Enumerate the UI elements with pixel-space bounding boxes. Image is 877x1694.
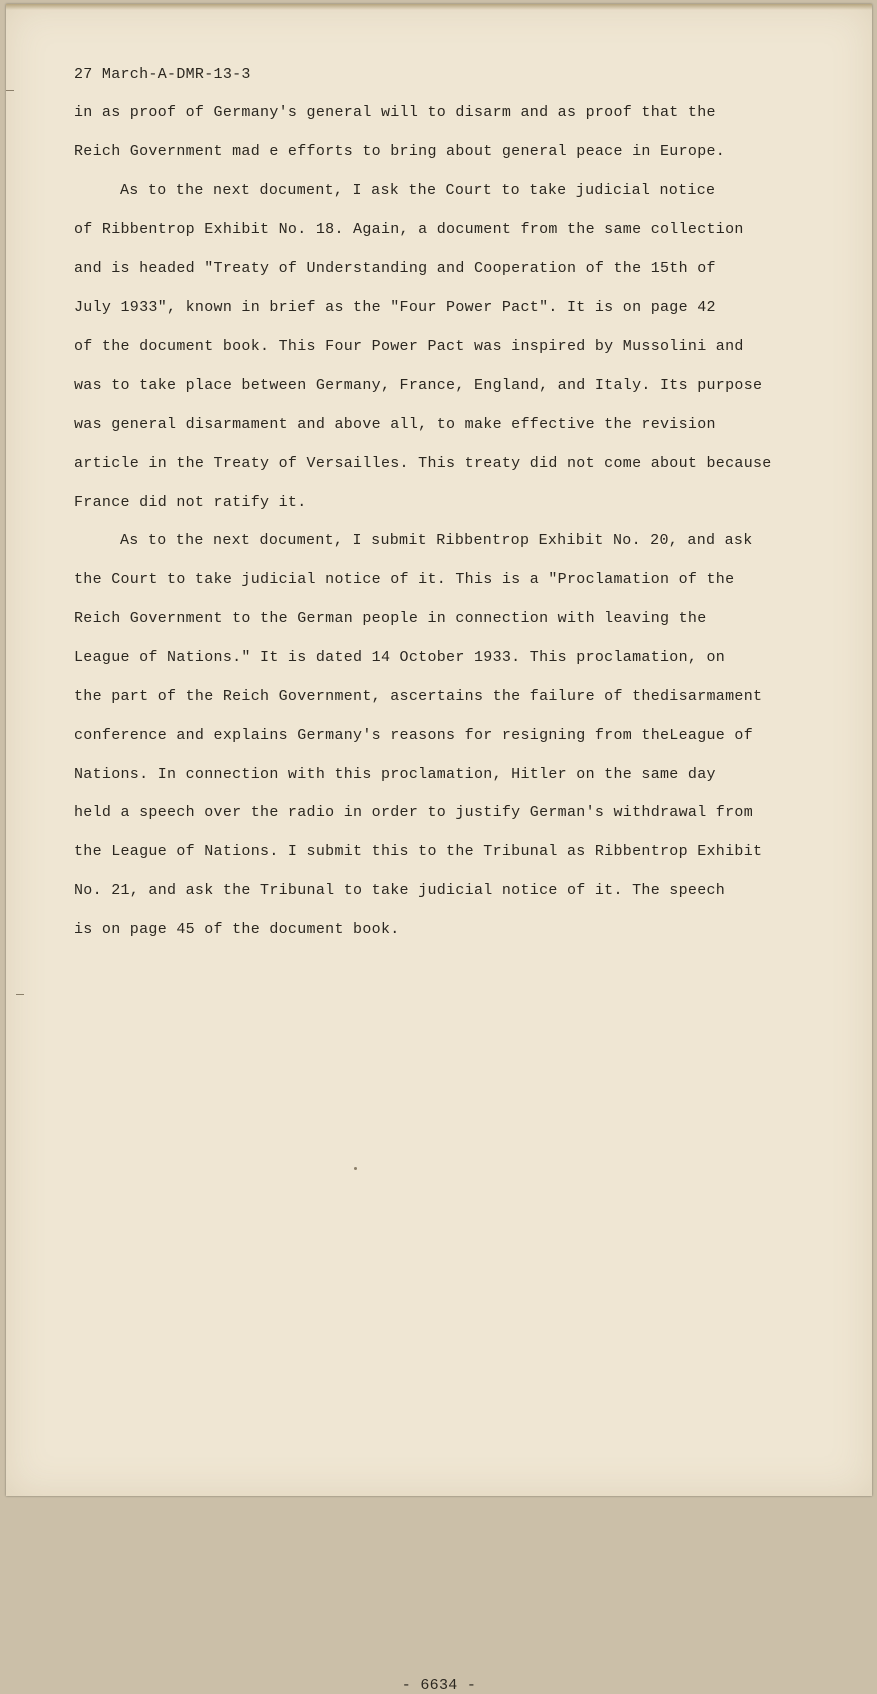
text-line-14: Reich Government to the German people in connection with leaving the bbox=[74, 610, 707, 627]
text-line-15: League of Nations." It is dated 14 October 1933. This proclamation, on bbox=[74, 649, 726, 666]
paper-mark bbox=[16, 994, 24, 995]
text-line-2: Reich Government mad e efforts to bring about general peace in Europe. bbox=[74, 143, 726, 160]
text-line-18: Nations. In connection with this proclamation, Hitler on the same day bbox=[74, 766, 716, 783]
text-line-10: article in the Treaty of Versailles. This treaty did not come about because bbox=[74, 455, 772, 472]
text-line-19: held a speech over the radio in order to justify German's withdrawal from bbox=[74, 804, 754, 821]
text-line-21: No. 21, and ask the Tribunal to take judicial notice of it. The speech bbox=[74, 882, 726, 899]
text-line-3: As to the next document, I ask the Court to take judicial notice bbox=[120, 182, 716, 199]
text-line-17: conference and explains Germany's reasons for resigning from theLeague of bbox=[74, 727, 754, 744]
document-reference-code: 27 March-A-DMR-13-3 bbox=[74, 66, 251, 83]
text-line-8: was to take place between Germany, France, England, and Italy. Its purpose bbox=[74, 377, 763, 394]
text-line-22: is on page 45 of the document book. bbox=[74, 921, 400, 938]
text-line-11: France did not ratify it. bbox=[74, 494, 307, 511]
text-line-12: As to the next document, I submit Ribbentrop Exhibit No. 20, and ask bbox=[120, 532, 753, 549]
page-number: - 6634 - bbox=[401, 1677, 477, 1694]
paper-mark bbox=[6, 90, 14, 91]
text-line-13: the Court to take judicial notice of it. This is a "Proclamation of the bbox=[74, 571, 735, 588]
text-line-16: the part of the Reich Government, ascertains the failure of thedisarmament bbox=[74, 688, 763, 705]
text-line-1: in as proof of Germany's general will to disarm and as proof that the bbox=[74, 104, 716, 121]
paper-speck bbox=[354, 1167, 357, 1170]
document-page bbox=[6, 4, 872, 1694]
text-line-4: of Ribbentrop Exhibit No. 18. Again, a document from the same collection bbox=[74, 221, 744, 238]
text-line-6: July 1933", known in brief as the "Four Power Pact". It is on page 42 bbox=[74, 299, 716, 316]
text-line-20: the League of Nations. I submit this to the Tribunal as Ribbentrop Exhibit bbox=[74, 843, 763, 860]
text-line-5: and is headed "Treaty of Understanding and Cooperation of the 15th of bbox=[74, 260, 716, 277]
text-line-9: was general disarmament and above all, to make effective the revision bbox=[74, 416, 716, 433]
text-line-7: of the document book. This Four Power Pact was inspired by Mussolini and bbox=[74, 338, 744, 355]
